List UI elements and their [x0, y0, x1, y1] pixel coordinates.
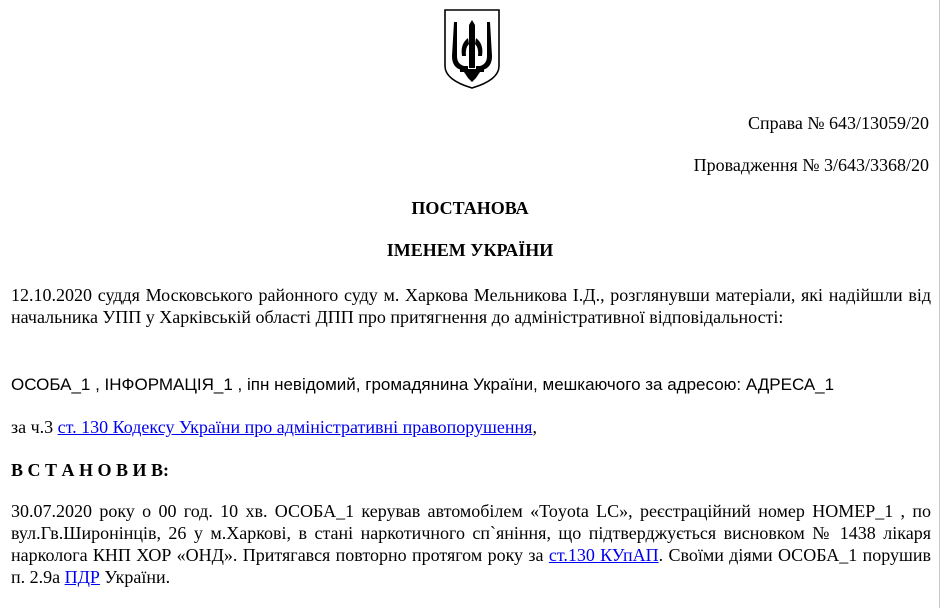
pdr-link[interactable]: ПДР	[64, 567, 100, 587]
document-title: ПОСТАНОВА	[411, 198, 529, 218]
facts-end: України.	[99, 567, 171, 587]
kupap-link[interactable]: ст.130 КУпАП	[548, 545, 659, 565]
established-heading: В С Т А Н О В И В:	[11, 460, 170, 480]
intro-paragraph: 12.10.2020 суддя Московського районного суду м. Харкова Мельникова І.Д., розглянувши матеріали, які надійшли від начальника УПП у Харківській області ДПП про притягнення до адміністративної відповідальності:	[11, 285, 931, 327]
trident-icon	[442, 8, 502, 90]
facts-paragraph	[11, 500, 931, 588]
article-suffix: ,	[532, 417, 537, 437]
person-paragraph: ОСОБА_1 , ІНФОРМАЦІЯ_1 , іпн невідомий, громадянина України, мешкаючого за адресою: АДРЕСА_1	[11, 375, 835, 394]
article-paragraph	[11, 416, 931, 438]
article-prefix: за ч.3	[11, 417, 58, 437]
article-link[interactable]: ст. 130 Кодексу України про адміністративні правопорушення	[57, 417, 533, 437]
document-subtitle: ІМЕНЕМ УКРАЇНИ	[386, 240, 554, 260]
proceeding-number: Провадження № 3/643/3368/20	[693, 155, 929, 175]
facts-text: 30.07.2020 року о 00 год. 10 хв. ОСОБА_1 керував автомобілем «Toyota LC», реєстраційний номер НОМЕР_1 , по вул.Гв.Широнінців, 26 у м.Харкові, в стані наркотичного сп`яніння, що підтверджується висновком № 1438 лікаря нарколога КНП ХОР «ОНД». Притягався повторно протягом року за	[11, 501, 931, 565]
facts-middle: . Своїми діями ОСОБА_1 порушив п. 2.9а	[11, 545, 932, 587]
case-number: Справа № 643/13059/20	[747, 113, 929, 133]
